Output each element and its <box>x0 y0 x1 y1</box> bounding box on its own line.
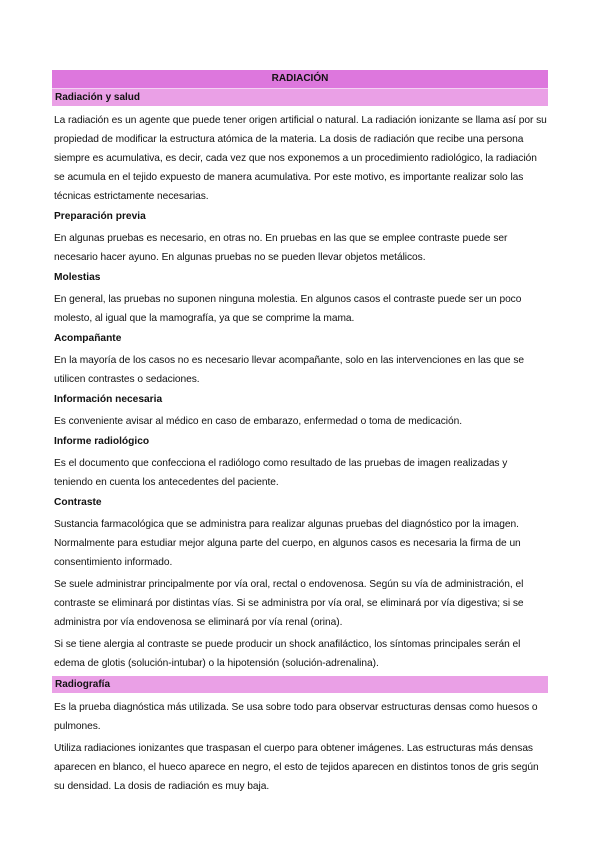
informe-radiologico-paragraph: Es el documento que confecciona el radiólogo como resultado de las pruebas de imagen realizadas y teniendo en cuenta los antecedentes del paciente. <box>54 458 508 488</box>
molestias-heading: Molestias <box>54 272 101 283</box>
section-header-radiografia: Radiografía <box>52 676 548 693</box>
preparacion-previa-heading: Preparación previa <box>54 211 146 222</box>
section-header-radiacion-y-salud: Radiación y salud <box>52 89 548 106</box>
acompanante-heading: Acompañante <box>54 333 122 344</box>
contraste-paragraph-1: Sustancia farmacológica que se administra para realizar algunas pruebas del diagnóstico por la imagen. Normalmente para estudiar mejor alguna parte del cuerpo, en algunos casos es necesaria la firma de un consentimiento informado. <box>54 519 521 568</box>
informe-radiologico-heading: Informe radiológico <box>54 436 150 447</box>
radiografia-paragraph-1: Es la prueba diagnóstica más utilizada. Se usa sobre todo para observar estructuras densas como huesos o pulmones. <box>54 702 538 732</box>
contraste-paragraph-3: Si se tiene alergia al contraste se puede producir un shock anafiláctico, los síntomas principales serán el edema de glotis (solución-intubar) o la hipotensión (solución-adrenalina). <box>54 639 521 669</box>
informacion-necesaria-heading: Información necesaria <box>54 394 163 405</box>
document-page <box>52 70 548 799</box>
radiacion-y-salud-paragraph: La radiación es un agente que puede tener origen artificial o natural. La radiación ionizante se llama así por su propiedad de modificar la estructura atómica de la materia. La dosis de radiación que recibe una persona siempre es acumulativa, es decir, cada vez que nos exponemos a un procedimiento radiológico, la radiación se acumula en el tejido expuesto de manera acumulativa. Por este motivo, es importante realizar solo las técnicas estrictamente necesarias. <box>54 115 547 202</box>
document-title: RADIACIÓN <box>52 70 548 89</box>
contraste-heading: Contraste <box>54 497 102 508</box>
preparacion-previa-paragraph: En algunas pruebas es necesario, en otras no. En pruebas en las que se emplee contraste puede ser necesario hacer ayuno. En algunas pruebas no se pueden llevar objetos metálicos. <box>54 233 508 263</box>
contraste-paragraph-2: Se suele administrar principalmente por vía oral, rectal o endovenosa. Según su vía de administración, el contraste se eliminará por distintas vías. Si se administra por vía oral, se eliminará por vía digestiva; si se administra por vía endovenosa se eliminará por vía renal (orina). <box>54 579 524 628</box>
informacion-necesaria-paragraph: Es conveniente avisar al médico en caso de embarazo, enfermedad o toma de medicación. <box>54 416 463 427</box>
radiografia-paragraph-2: Utiliza radiaciones ionizantes que traspasan el cuerpo para obtener imágenes. Las estructuras más densas aparecen en blanco, el hueco aparece en negro, el esto de tejidos aparecen en distintos tonos de gris según su densidad. La dosis de radiación es muy baja. <box>54 743 539 792</box>
acompanante-paragraph: En la mayoría de los casos no es necesario llevar acompañante, solo en las intervenciones en las que se utilicen contrastes o sedaciones. <box>54 355 524 385</box>
molestias-paragraph: En general, las pruebas no suponen ninguna molestia. En algunos casos el contraste puede ser un poco molesto, al igual que la mamografía, ya que se comprime la mama. <box>54 294 522 324</box>
